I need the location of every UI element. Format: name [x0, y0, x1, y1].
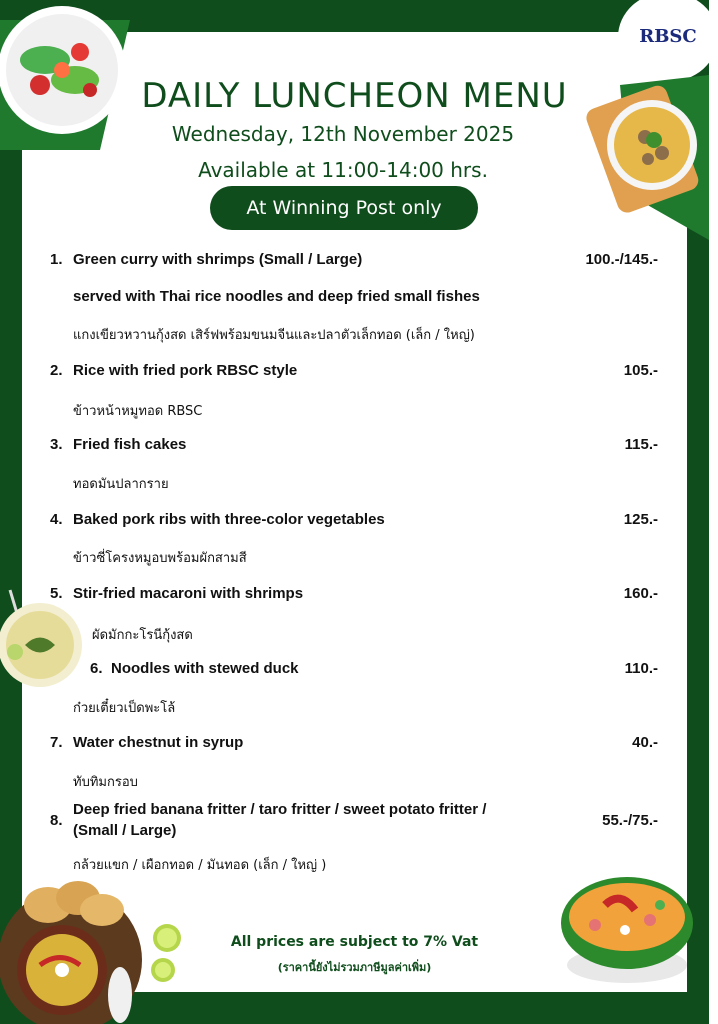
item-thai-name: ผัดมักกะโรนีกุ้งสด — [92, 628, 193, 643]
iced-tea-icon — [0, 590, 90, 700]
item-price: 160.- — [623, 585, 658, 602]
lime-icon — [145, 920, 190, 990]
location-badge — [210, 186, 478, 230]
item-number: 2. — [50, 362, 63, 379]
item-name: Water chestnut in syrup — [73, 734, 244, 751]
item-thai-name: ก๋วยเตี๋ยวเป็ดพะโล้ — [73, 701, 176, 716]
vat-note: All prices are subject to 7% Vat — [230, 934, 479, 950]
item-number: 1. — [50, 251, 63, 268]
item-thai-name: ทับทิมกรอบ — [73, 775, 138, 790]
item-thai-name: แกงเขียวหวานกุ้งสด เสิร์ฟพร้อมขนมจีนและปลาตัวเล็กทอด (เล็ก / ใหญ่) — [73, 328, 475, 343]
item-number: 7. — [50, 734, 63, 751]
item-thai-name: ข้าวซี่โครงหมูอบพร้อมผักสามสี — [73, 551, 247, 566]
item-price: 105.- — [623, 362, 658, 379]
item-number: 4. — [50, 511, 63, 528]
item-number: 3. — [50, 436, 63, 453]
item-number: 5. — [50, 585, 63, 602]
item-price: 55.-/75.- — [602, 812, 658, 829]
item-name: Green curry with shrimps (Small / Large) — [73, 251, 363, 268]
item-name: Rice with fried pork RBSC style — [73, 362, 298, 379]
item-number: 6. — [90, 660, 103, 677]
item-name: Fried fish cakes — [73, 436, 187, 453]
item-name: Baked pork ribs with three-color vegetables — [73, 511, 385, 528]
item-name: Stir-fried macaroni with shrimps — [73, 585, 304, 602]
item-description: served with Thai rice noodles and deep fried small fishes — [73, 288, 480, 305]
menu-availability: Available at 11:00-14:00 hrs. — [198, 158, 488, 182]
item-thai-name: กล้วยแขก / เผือกทอด / มันทอด (เล็ก / ใหญ่ ) — [73, 858, 327, 873]
location-text: At Winning Post only — [246, 197, 442, 219]
item-price: 40.- — [632, 734, 658, 751]
item-thai-name: ทอดมันปลากราย — [73, 477, 169, 492]
rbsc-logo — [639, 14, 697, 54]
item-price: 110.- — [624, 660, 658, 677]
vat-note-thai: (ราคานี้ยังไม่รวมภาษีมูลค่าเพิ่ม) — [277, 961, 432, 974]
menu-title: DAILY LUNCHEON MENU — [141, 76, 568, 116]
item-number: 8. — [50, 812, 63, 829]
item-thai-name: ข้าวหน้าหมูทอด RBSC — [73, 404, 203, 419]
item-price: 125.- — [623, 511, 658, 528]
item-price: 100.-/145.- — [585, 251, 658, 268]
menu-date: Wednesday, 12th November 2025 — [171, 122, 515, 146]
item-name: Noodles with stewed duck — [111, 660, 299, 677]
item-name: Deep fried banana fritter / taro fritter / sweet potato fritter / — [73, 801, 487, 818]
item-price: 115.- — [624, 436, 658, 453]
logo-text: RBSC — [639, 26, 697, 47]
item-description: (Small / Large) — [73, 822, 177, 839]
